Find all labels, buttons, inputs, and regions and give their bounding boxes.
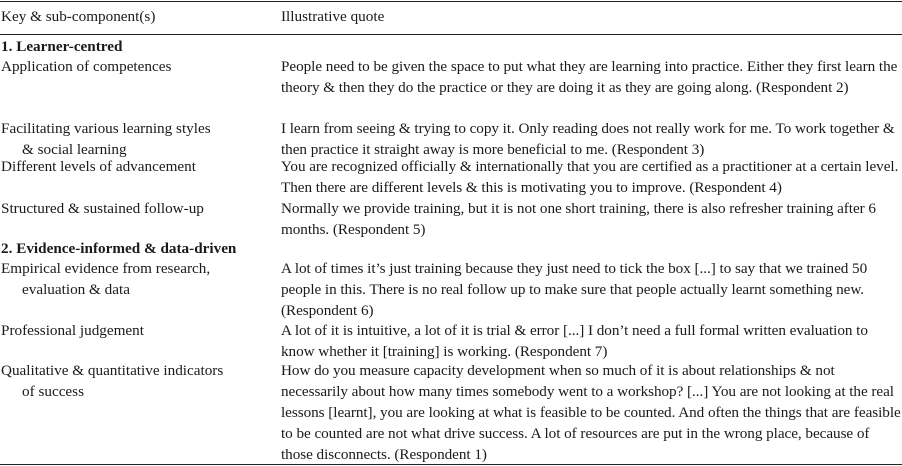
row-quote-respondent-7: A lot of it is intuitive, a lot of it is trial & error [...] I don’t need a full formal written evaluation to know whether it [training] is working. (Respondent 7) — [281, 322, 868, 360]
row-quote-respondent-3: I learn from seeing & trying to copy it. Only reading does not really work for me. To work together & then practice it straight away is more beneficial to me. (Respondent 3) — [281, 120, 895, 158]
key-line: Application of competences — [1, 58, 172, 75]
column-header-key: Key & sub-component(s) — [1, 8, 156, 25]
key-line: Structured & sustained follow-up — [1, 200, 204, 217]
column-header-quote: Illustrative quote — [281, 8, 385, 25]
row-key-levels-of-advancement — [1, 156, 271, 177]
row-key-follow-up — [1, 198, 271, 219]
table-top-rule — [0, 1, 902, 2]
row-key-empirical-evidence — [1, 258, 271, 300]
table-bottom-rule — [0, 464, 902, 465]
row-key-application-of-competences — [1, 56, 271, 77]
row-quote-respondent-1: How do you measure capacity development when so much of it is about relationships & not necessarily about how many times somebody went to a workshop? [...] You are not looking at the real lessons [learnt], you are looking at what is feasible to be counted. And often the things that are feasible to be counted are not what drive success. A lot of resources are put in the wrong place, because of those disconnects. (Respondent 1) — [281, 362, 901, 463]
key-line-indented: evaluation & data — [22, 281, 130, 298]
key-line: Professional judgement — [1, 322, 144, 339]
row-key-professional-judgement — [1, 320, 271, 341]
key-line-indented: of success — [22, 383, 84, 400]
section-title-evidence-informed: 2. Evidence-informed & data-driven — [1, 240, 237, 257]
key-line: Facilitating various learning styles — [1, 120, 211, 137]
header-rule — [0, 34, 902, 35]
key-line-indented: & social learning — [22, 141, 127, 158]
row-quote-respondent-5: Normally we provide training, but it is not one short training, there is also refresher training after 6 months. (Respondent 5) — [281, 200, 876, 238]
row-key-learning-styles — [1, 118, 271, 160]
row-key-indicators-of-success — [1, 360, 271, 402]
row-quote-respondent-4: You are recognized officially & internationally that you are certified as a practitioner at a certain level. Then there are different levels & this is motivating you to improve. (Respondent 4) — [281, 158, 899, 196]
key-line: Qualitative & quantitative indicators — [1, 362, 224, 379]
row-quote-respondent-2: People need to be given the space to put what they are learning into practice. Either they first learn the theory & then they do the practice or they are doing it as they are going along. (Respondent 2) — [281, 58, 898, 96]
section-title-learner-centred: 1. Learner-centred — [1, 38, 123, 55]
key-line: Different levels of advancement — [1, 158, 196, 175]
row-quote-respondent-6: A lot of times it’s just training because they just need to tick the box [...] to say that we trained 50 people in this. There is no real follow up to make sure that people actually learnt something new. (Respondent 6) — [281, 260, 868, 319]
key-line: Empirical evidence from research, — [1, 260, 211, 277]
